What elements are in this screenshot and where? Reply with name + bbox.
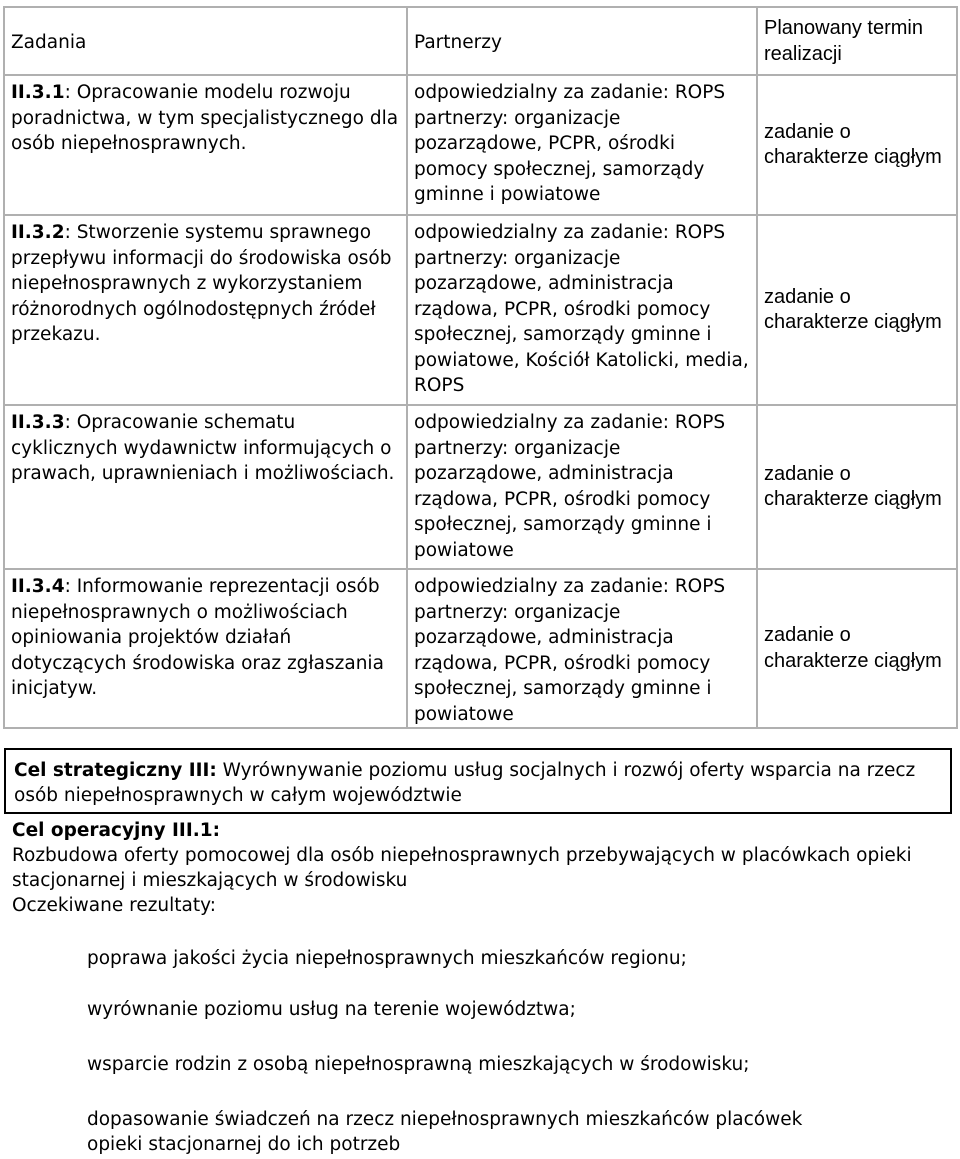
task-code: II.3.3	[11, 412, 65, 433]
partners-cell: odpowiedzialny za zadanie: ROPS partnerzy: organizacje pozarządowe, administracja rządowa, PCPR, ośrodki pomocy społecznej, samorządy gminne i powiatowe	[407, 569, 757, 728]
task-cell	[4, 405, 407, 569]
header-tasks: Zadania	[4, 7, 407, 75]
task-text: : Stworzenie systemu sprawnego przepływu informacji do środowiska osób niepełnosprawnych z wykorzystaniem różnorodnych ogólnodostępnych źródeł przekazu.	[11, 222, 392, 345]
table-header-row	[4, 7, 957, 75]
expected-results-list	[87, 946, 947, 1157]
table-row	[4, 405, 957, 569]
list-item: poprawa jakości życia niepełnosprawnych mieszkańców regionu;	[87, 948, 687, 969]
task-cell	[4, 569, 407, 728]
strategic-goal-label: Cel strategiczny III:	[14, 760, 217, 781]
term-cell: zadanie o charakterze ciągłym	[757, 569, 957, 728]
task-code: II.3.1	[11, 82, 65, 103]
task-cell	[4, 75, 407, 215]
task-text: : Opracowanie schematu cyklicznych wydawnictw informujących o prawach, uprawnieniach i możliwościach.	[11, 412, 395, 484]
operational-goal-section	[12, 818, 952, 918]
term-cell: zadanie o charakterze ciągłym	[757, 215, 957, 405]
strategic-goal-text: Wyrównywanie poziomu usług socjalnych i rozwój oferty wsparcia na rzecz osób niepełnosprawnych w całym województwie	[14, 760, 916, 806]
task-text: : Informowanie reprezentacji osób niepełnosprawnych o możliwościach opiniowania projektów działań dotyczących środowiska oraz zgłaszania inicjatyw.	[11, 576, 384, 699]
task-text: : Opracowanie modelu rozwoju poradnictwa, w tym specjalistycznego dla osób niepełnosprawnych.	[11, 82, 399, 154]
list-item: wyrównanie poziomu usług na terenie województwa;	[87, 999, 576, 1020]
operational-goal-label: Cel operacyjny III.1:	[12, 820, 220, 841]
table-row	[4, 75, 957, 215]
partners-cell: odpowiedzialny za zadanie: ROPS partnerzy: organizacje pozarządowe, PCPR, ośrodki pomocy społecznej, samorządy gminne i powiatowe	[407, 75, 757, 215]
header-term: Planowany termin realizacji	[757, 7, 957, 75]
partners-cell: odpowiedzialny za zadanie: ROPS partnerzy: organizacje pozarządowe, administracja rządowa, PCPR, ośrodki pomocy społecznej, samorządy gminne i powiatowe	[407, 405, 757, 569]
tasks-table	[3, 6, 958, 729]
task-code: II.3.2	[11, 222, 65, 243]
operational-goal-text: Rozbudowa oferty pomocowej dla osób niepełnosprawnych przebywających w placówkach opieki stacjonarnej i mieszkających w środowisku	[12, 845, 912, 891]
partners-cell: odpowiedzialny za zadanie: ROPS partnerzy: organizacje pozarządowe, administracja rządowa, PCPR, ośrodki pomocy społecznej, samorządy gminne i powiatowe, Kościół Katolicki, media, ROPS	[407, 215, 757, 405]
table-row	[4, 569, 957, 728]
task-cell	[4, 215, 407, 405]
strategic-goal-box	[4, 748, 952, 814]
list-item: dopasowanie świadczeń na rzecz niepełnosprawnych mieszkańców placówek opieki stacjonarnej do ich potrzeb	[87, 1109, 803, 1155]
task-code: II.3.4	[11, 576, 65, 597]
header-partners: Partnerzy	[407, 7, 757, 75]
table-row	[4, 215, 957, 405]
list-item: wsparcie rodzin z osobą niepełnosprawną mieszkających w środowisku;	[87, 1054, 750, 1075]
term-cell: zadanie o charakterze ciągłym	[757, 405, 957, 569]
term-cell: zadanie o charakterze ciągłym	[757, 75, 957, 215]
expected-results-label: Oczekiwane rezultaty:	[12, 895, 216, 916]
